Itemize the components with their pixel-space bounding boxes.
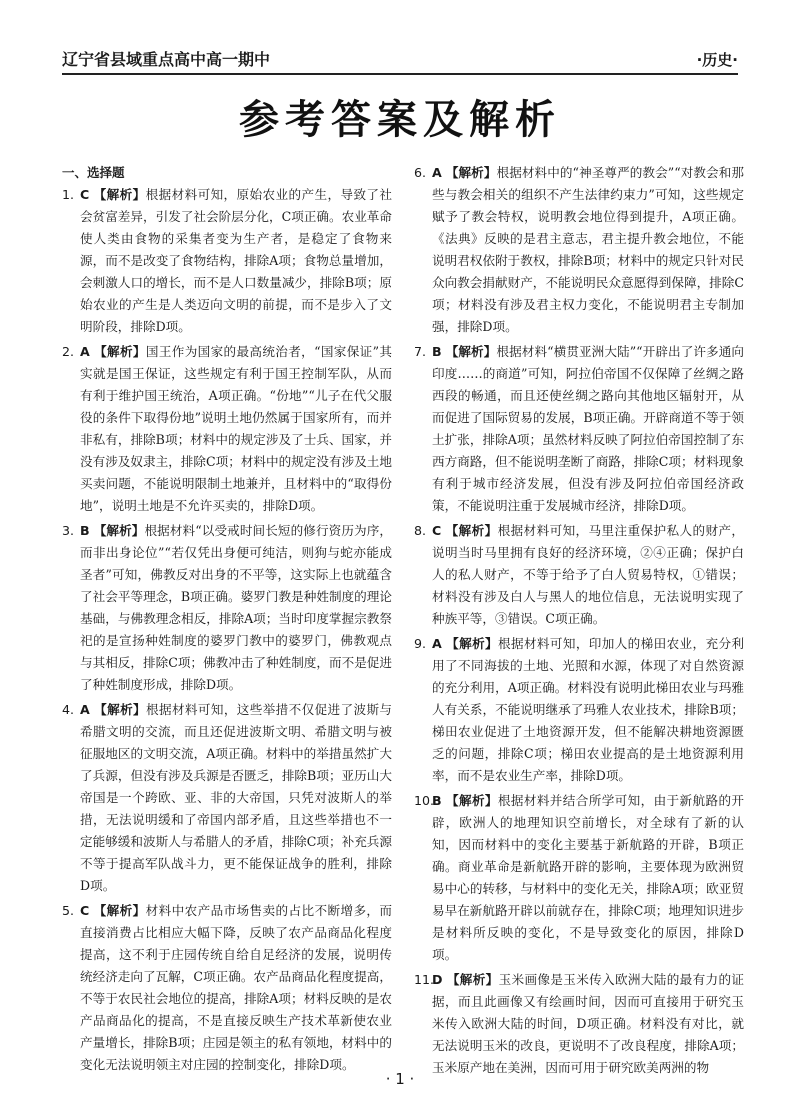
question-number: 3. (62, 523, 75, 538)
question-number: 8. (414, 523, 427, 538)
analysis-tag: 【解析】 (94, 344, 146, 359)
page-title: 参考答案及解析 (239, 97, 561, 143)
answer-item (414, 162, 744, 338)
analysis-text: 根据材料可知，印加人的梯田农业，充分利用了不同海拔的土地、光照和水源，体现了对自然资源的充分利用，A项正确。材料没有说明此梯田农业与玛雅人有关系，不能说明继承了玛雅人农业技术，排除B项；梯田农业促进了土地资源开发，但不能解决耕地资源匮乏的问题，排除C项；梯田农业提高的是土地资源利用率，而不是农业生产率，排除D项。 (432, 636, 745, 783)
analysis-tag: 【解析】 (446, 972, 499, 987)
question-number: 6. (414, 165, 427, 180)
question-number: 2. (62, 344, 75, 359)
analysis-tag: 【解析】 (93, 187, 146, 202)
analysis-text: 根据材料“横贯亚洲大陆”“开辟出了许多通向印度……的商道”可知，阿拉伯帝国不仅保障了丝绸之路西段的畅通，而且还使丝绸之路向其他地区辐射开，从而促进了国际贸易的发展，B项正确。开辟商道不等于领土扩张，排除A项；虽然材料反映了阿拉伯帝国控制了东西方商路，但不能说明垄断了商路，排除C项；材料现象有利于城市经济发展，但没有涉及阿拉伯帝国经济政策，不能说明注重于发展城市经济，排除D项。 (432, 344, 744, 513)
answer-item (414, 790, 744, 966)
answer-letter: C (80, 187, 90, 202)
answer-letter: C (80, 903, 90, 918)
question-number: 9. (414, 636, 427, 651)
analysis-tag: 【解析】 (446, 636, 499, 651)
subject-label: ·历史· (696, 51, 738, 69)
analysis-text: 根据材料可知，马里注重保护私人的财产，说明当时马里拥有良好的经济环境，②④正确；保护白人的私人财产，不等于给予了白人贸易特权，①错误；材料没有涉及白人与黑人的地位信息，无法说明实现了种族平等，③错误。C项正确。 (432, 523, 745, 626)
exam-name: 辽宁省县域重点高中高一期中 (62, 50, 271, 69)
answer-letter: B (432, 344, 442, 359)
content-columns (62, 162, 745, 1075)
answer-letter: A (432, 165, 442, 180)
answer-letter: A (80, 702, 90, 717)
answer-letter: D (432, 972, 443, 987)
page-number: · 1 · (385, 1070, 415, 1088)
question-number: 7. (414, 344, 427, 359)
answer-item (62, 184, 392, 338)
question-number: 10. (414, 793, 435, 808)
answer-letter: B (80, 523, 90, 538)
analysis-tag: 【解析】 (93, 903, 146, 918)
answer-item (62, 900, 392, 1076)
answer-item (414, 633, 744, 787)
question-number: 11. (414, 972, 435, 987)
analysis-tag: 【解析】 (445, 344, 497, 359)
analysis-tag: 【解析】 (445, 165, 497, 180)
analysis-text: 根据材料“以受戒时间长短的修行资历为序，而非出身论位”“若仅凭出身便可纯洁，则狗与蛇亦能成圣者”可知，佛教反对出身的不平等，这实际上也就蕴含了社会平等理念，B项正确。婆罗门教是种姓制度的理论基础，与佛教理念相反，排除A项；当时印度掌握宗教祭祀的是宣扬种姓制度的婆罗门教中的婆罗门，佛教观点与其相反，排除C项；佛教冲击了种姓制度，而不是促进了种姓制度形成，排除D项。 (80, 523, 392, 692)
answer-item (62, 520, 392, 696)
analysis-tag: 【解析】 (94, 702, 147, 717)
answer-item (414, 969, 744, 1079)
left-items (62, 184, 392, 1076)
analysis-text: 国王作为国家的最高统治者，“国家保证”其实就是国王保证，这些规定有利于国王控制军队，从而有利于维护国王统治，A项正确。“份地”“儿子在代父服役的条件下取得份地”说明土地仍然属于国家所有，而并非私有，排除B项；材料中的规定涉及了士兵、国家，并没有涉及奴隶主，排除C项；材料中的规定没有涉及土地买卖问题，不能说明限制土地兼并，且材料中的“取得份地”，说明土地是不允许买卖的，排除D项。 (80, 344, 392, 513)
analysis-text: 玉米画像是玉米传入欧洲大陆的最有力的证据，而且此画像又有绘画时间，因而可直接用于研究玉米传入欧洲大陆的时间，D项正确。材料没有对比，就无法说明玉米的改良，更说明不了改良程度，排除A项；玉米原产地在美洲，因而可用于研究欧美两洲的物 (432, 972, 745, 1075)
answer-item (414, 520, 744, 630)
answer-item (414, 341, 744, 517)
left-column (62, 162, 393, 1072)
answer-letter: C (432, 523, 442, 538)
analysis-tag: 【解析】 (446, 793, 498, 808)
question-number: 1. (62, 187, 75, 202)
analysis-text: 根据材料并结合所学可知，由于新航路的开辟，欧洲人的地理知识空前增长，对全球有了新的认知，因而材料中的变化主要基于新航路的开辟，B项正确。商业革命是新航路开辟的影响，主要体现为欧洲贸易中心的转移，与材料中的变化无关，排除A项；欧亚贸易早在新航路开辟以前就存在，排除C项；地理知识进步是材料所反映的变化，不是导致变化的原因，排除D项。 (432, 793, 745, 962)
analysis-tag: 【解析】 (445, 523, 498, 538)
answer-letter: A (80, 344, 90, 359)
answer-item (62, 341, 392, 517)
analysis-text: 根据材料可知，这些举措不仅促进了波斯与希腊文明的交流，而且还促进波斯文明、希腊文明与被征服地区的文明交流，A项正确。材料中的举措虽然扩大了兵源，但没有涉及兵源是否匮乏，排除B项；亚历山大帝国是一个跨欧、亚、非的大帝国，只凭对波斯人的举措，无法说明缓和了帝国内部矛盾，且这些举措也不一定能够缓和波斯人与希腊人的矛盾，排除C项；补充兵源不等于提高军队战斗力，更不能保证战争的胜利，排除D项。 (80, 702, 393, 893)
answer-item (62, 699, 392, 897)
page-header (62, 40, 738, 75)
analysis-text: 根据材料可知，原始农业的产生，导致了社会贫富差异，引发了社会阶层分化，C项正确。农业革命使人类由食物的采集者变为生产者，是稳定了食物来源，而不是改变了食物结构，排除A项；食物总量增加，会刺激人口的增长，而不是人口数量减少，排除B项；原始农业的产生是人类迈向文明的前提，而不是步入了文明阶段，排除D项。 (80, 187, 393, 334)
question-number: 5. (62, 903, 75, 918)
analysis-text: 材料中农产品市场售卖的占比不断增多，而直接消费占比相应大幅下降，反映了农产品商品化程度提高，这不利于庄园传统自给自足经济的发展，说明传统经济走向了瓦解，C项正确。农产品商品化程度提高，不等于农民社会地位的提高，排除A项；材料反映的是农产品商品化的提高，不是直接反映生产技术革新使农业产量增长，排除B项；庄园是领主的私有领地，材料中的变化无法说明领主对庄园的控制变化，排除D项。 (80, 903, 393, 1072)
question-number: 4. (62, 702, 75, 717)
right-items (414, 162, 744, 1079)
analysis-text: 根据材料中的“神圣尊严的教会”“对教会和那些与教会相关的组织不产生法律约束力”可知，这些规定赋予了教会特权，说明教会地位得到提升，A项正确。《法典》反映的是君主意志，君主提升教会地位，不能说明君权依附于教权，排除B项；材料中的规定只针对民众向教会捐献财产，不能说明民众意愿得到保障，排除C项；材料没有涉及君主权力变化，不能说明君主专制加强，排除D项。 (432, 165, 744, 334)
answer-letter: B (432, 793, 442, 808)
right-column (414, 162, 745, 1075)
section-heading: 一、选择题 (62, 165, 125, 180)
answer-letter: A (432, 636, 442, 651)
analysis-tag: 【解析】 (93, 523, 145, 538)
